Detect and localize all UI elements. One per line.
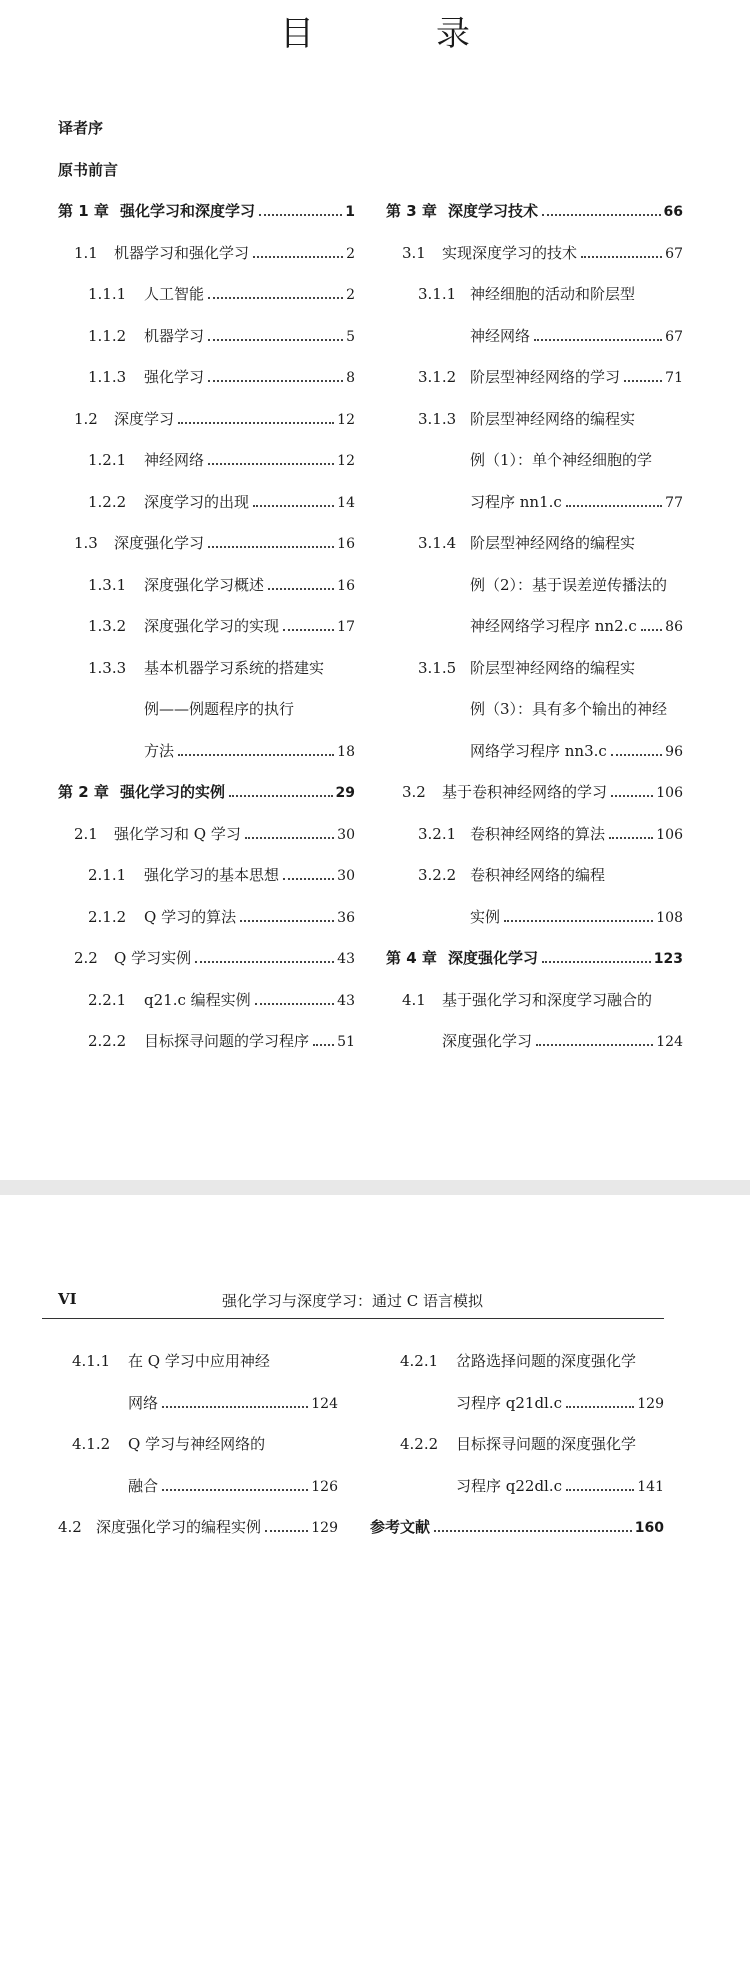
toc-entry-number: 3.2 (402, 783, 426, 801)
toc-dot-leader (611, 754, 662, 756)
toc-entry-text: 阶层型神经网络的学习 (470, 368, 621, 386)
toc-section-entry (88, 322, 355, 350)
toc-section-entry (72, 1430, 338, 1458)
toc-section-entry (88, 446, 355, 474)
toc-section-entry (72, 1347, 338, 1375)
toc-section-entry (88, 654, 355, 682)
toc-entry-number: 1.3.2 (88, 617, 127, 635)
toc-section-entry (88, 1027, 355, 1055)
toc-dot-leader (268, 588, 334, 590)
toc-page-number: 2 (346, 245, 355, 262)
toc-dot-leader (504, 920, 653, 922)
toc-section-entry (88, 903, 355, 931)
toc-page-number: 106 (656, 826, 683, 843)
toc-section-entry (418, 363, 683, 391)
toc-dot-leader (566, 1406, 634, 1408)
toc-entry-number: 4.2.2 (400, 1435, 439, 1453)
toc-chapter-entry (58, 156, 355, 184)
toc-dot-leader (178, 422, 334, 424)
toc-dot-leader (208, 297, 343, 299)
toc-entry-text: 基于卷积神经网络的学习 (442, 783, 608, 801)
toc-entry-number: 2.1.2 (88, 907, 127, 926)
toc-dot-leader (641, 629, 662, 631)
toc-chapter-entry (58, 114, 355, 142)
toc-entry-text: 强化学习和深度学习 (120, 202, 256, 220)
toc-entry-continuation (442, 1027, 683, 1055)
toc-dot-leader (259, 214, 342, 216)
toc-section-entry (74, 944, 355, 972)
toc-section-entry (88, 571, 355, 599)
toc-entry-number: 3.1.2 (418, 368, 457, 386)
toc-page-number: 160 (634, 1520, 664, 1536)
toc-dot-leader (162, 1406, 308, 1408)
toc-dot-leader (255, 1003, 335, 1005)
toc-dot-leader (536, 1044, 653, 1046)
toc-chapter-entry (58, 197, 355, 225)
toc-entry-text: 习程序 q22dl.c (456, 1476, 563, 1495)
toc-entry-number: 3.1.3 (418, 409, 457, 428)
toc-entry-text: 目标探寻问题的学习程序 (144, 1032, 310, 1050)
toc-page-number: 124 (311, 1395, 338, 1412)
toc-page-number: 141 (637, 1478, 664, 1495)
toc-entry-number: 1.1.1 (88, 285, 127, 303)
toc-section-entry (402, 778, 683, 806)
toc-entry-text: 基本机器学习系统的搭建实 (144, 658, 325, 677)
toc-entry-text: 习程序 q21dl.c (456, 1393, 563, 1412)
toc-page-number: 30 (337, 868, 355, 884)
toc-dot-leader (611, 795, 653, 797)
toc-section-entry (88, 363, 355, 391)
toc-chapter-entry (386, 197, 683, 225)
toc-entry-number: 1.3.3 (88, 658, 127, 677)
toc-page-number: 71 (665, 370, 683, 386)
toc-entry-number: 2.1 (74, 824, 98, 843)
toc-entry-number: 2.2.1 (88, 990, 127, 1009)
toc-chapter-entry (386, 944, 683, 972)
toc-page-number: 17 (337, 619, 355, 635)
toc-entry-text: 深度强化学习 (448, 949, 539, 967)
toc-entry-number: 1.2.1 (88, 451, 127, 469)
toc-section-entry (402, 986, 683, 1014)
toc-page-number: 1 (345, 204, 355, 220)
toc-entry-text: 深度学习 (114, 409, 175, 428)
toc-entry-text: 强化学习的实例 (120, 783, 226, 801)
toc-entry-text: 例（3）：具有多个输出的神经 (470, 700, 668, 718)
toc-dot-leader (253, 505, 334, 507)
toc-entry-text: 深度学习技术 (448, 202, 539, 220)
toc-entry-text: 实现深度学习的技术 (442, 243, 578, 262)
toc-page-number: 12 (337, 453, 355, 469)
toc-entry-text: 神经细胞的活动和阶层型 (470, 285, 636, 303)
toc-page-number: 16 (337, 536, 355, 552)
toc-entry-continuation (470, 737, 683, 765)
toc-entry-continuation (470, 612, 683, 640)
toc-entry-text: 卷积神经网络的算法 (470, 824, 606, 843)
toc-entry-text: 深度强化学习的实现 (144, 617, 280, 635)
toc-dot-leader (566, 505, 662, 507)
toc-page-number: 123 (653, 951, 683, 967)
toc-section-entry (402, 239, 683, 267)
toc-entry-text: 例——例题程序的执行 (144, 700, 295, 718)
toc-section-entry (418, 654, 683, 682)
toc-entry-text: Q 学习与神经网络的 (128, 1435, 266, 1453)
toc-dot-leader (208, 463, 334, 465)
toc-section-entry (74, 239, 355, 267)
toc-section-entry (400, 1347, 664, 1375)
toc-page-number: 51 (337, 1034, 355, 1050)
toc-entry-text: 强化学习和 Q 学习 (114, 824, 241, 843)
toc-dot-leader (542, 214, 661, 216)
toc-page-number: 12 (337, 411, 355, 428)
toc-section-entry (88, 280, 355, 308)
toc-page-number: 86 (665, 619, 683, 635)
toc-entry-number: 4.2 (58, 1518, 82, 1536)
toc-dot-leader (162, 1489, 308, 1491)
toc-entry-text: 岔路选择问题的深度强化学 (456, 1352, 637, 1370)
toc-dot-leader (534, 339, 662, 341)
page-separator (0, 1180, 750, 1195)
toc-entry-number: 2.2 (74, 949, 98, 967)
toc-entry-number: 1.2.2 (88, 492, 127, 511)
toc-entry-text: 人工智能 (144, 285, 205, 303)
toc-entry-number: 2.2.2 (88, 1032, 127, 1050)
toc-entry-text: 神经网络 (470, 326, 531, 345)
toc-entry-continuation (144, 695, 355, 723)
toc-entry-text: 在 Q 学习中应用神经 (128, 1352, 270, 1370)
toc-section-entry (88, 612, 355, 640)
toc-entry-text: 融合 (128, 1476, 159, 1495)
toc-entry-text: 方法 (144, 741, 175, 760)
toc-entry-number: 4.1.1 (72, 1352, 111, 1370)
toc-entry-continuation (470, 903, 683, 931)
toc-entry-number: 3.1.4 (418, 534, 457, 552)
toc-dot-leader (542, 961, 651, 963)
toc-page-number: 14 (337, 494, 355, 511)
toc-page-number: 16 (337, 577, 355, 594)
toc-entry-number: 1.1.2 (88, 326, 127, 345)
toc-entry-continuation (456, 1389, 664, 1417)
toc-section-entry (74, 405, 355, 433)
toc-dot-leader (624, 380, 662, 382)
toc-entry-text: 卷积神经网络的编程 (470, 866, 606, 884)
toc-dot-leader (581, 256, 662, 258)
toc-entry-text: 机器学习和强化学习 (114, 243, 250, 262)
toc-entry-number: 4.1.2 (72, 1435, 111, 1453)
toc-entry-text: 强化学习的基本思想 (144, 866, 280, 884)
toc-page-number: 67 (665, 328, 683, 345)
toc-section-entry (58, 1513, 338, 1541)
toc-page-number: 2 (346, 287, 355, 303)
toc-page-number: 77 (665, 494, 683, 511)
toc-section-entry (418, 529, 683, 557)
toc-page-number: 29 (335, 785, 355, 801)
toc-entry-text: 阶层型神经网络的编程实 (470, 658, 636, 677)
toc-section-entry (400, 1430, 664, 1458)
toc-entry-text: 深度学习的出现 (144, 492, 250, 511)
toc-entry-continuation (470, 488, 683, 516)
toc-page-number: 66 (663, 204, 683, 220)
toc-entry-number: 原书前言 (58, 160, 119, 179)
toc-entry-text: 阶层型神经网络的编程实 (470, 534, 636, 552)
toc-page-number: 8 (346, 370, 355, 386)
toc-dot-leader (283, 629, 334, 631)
toc-entry-number: 1.1.3 (88, 368, 127, 386)
toc-chapter-entry (370, 1513, 664, 1541)
toc-entry-number: 4.2.1 (400, 1352, 439, 1370)
toc-dot-leader (283, 878, 334, 880)
page-title: 目 录 (280, 14, 514, 54)
toc-dot-leader (313, 1044, 334, 1046)
toc-page-number: 43 (337, 951, 355, 967)
toc-entry-number: 3.2.1 (418, 824, 457, 843)
toc-entry-continuation (470, 571, 683, 599)
toc-section-entry (418, 405, 683, 433)
toc-entry-text: 网络 (128, 1393, 159, 1412)
page-folio: VI (58, 1290, 77, 1308)
toc-entry-number: 1.3.1 (88, 575, 127, 594)
toc-entry-number: 1.2 (74, 409, 98, 428)
toc-dot-leader (245, 837, 334, 839)
toc-entry-continuation (470, 446, 683, 474)
toc-entry-text: 网络学习程序 nn3.c (470, 741, 607, 760)
toc-dot-leader (609, 837, 653, 839)
toc-entry-number: 2.1.1 (88, 866, 127, 884)
toc-entry-continuation (456, 1472, 664, 1500)
toc-entry-number: 3.1.5 (418, 658, 457, 677)
toc-entry-text: 例（1）：单个神经细胞的学 (470, 451, 653, 469)
toc-page-number: 129 (637, 1395, 664, 1412)
toc-page-number: 67 (665, 245, 683, 262)
toc-entry-continuation (470, 695, 683, 723)
toc-entry-number: 第 4 章 (386, 949, 437, 967)
toc-page-number: 18 (337, 743, 355, 760)
toc-entry-number: 1.3 (74, 534, 98, 552)
toc-entry-text: 阶层型神经网络的编程实 (470, 409, 636, 428)
toc-entry-number: 第 1 章 (58, 202, 109, 220)
toc-page-number: 96 (665, 743, 683, 760)
toc-section-entry (418, 820, 683, 848)
toc-page-number: 129 (311, 1520, 338, 1536)
toc-entry-text: 目标探寻问题的深度强化学 (456, 1435, 637, 1453)
toc-dot-leader (195, 961, 334, 963)
toc-section-entry (88, 488, 355, 516)
toc-section-entry (418, 861, 683, 889)
toc-entry-number: 第 3 章 (386, 202, 437, 220)
toc-dot-leader (229, 795, 333, 797)
toc-entry-continuation (144, 737, 355, 765)
toc-dot-leader (265, 1530, 308, 1532)
toc-entry-number: 3.2.2 (418, 866, 457, 884)
toc-entry-text: 实例 (470, 907, 501, 926)
toc-entry-number: 1.1 (74, 243, 98, 262)
toc-entry-text: 强化学习 (144, 368, 205, 386)
toc-dot-leader (178, 754, 334, 756)
toc-entry-continuation (128, 1389, 338, 1417)
toc-page-number: 36 (337, 909, 355, 926)
toc-section-entry (88, 861, 355, 889)
toc-page-2 (0, 1195, 750, 1982)
toc-section-entry (418, 280, 683, 308)
running-header (42, 1290, 664, 1319)
toc-entry-continuation (470, 322, 683, 350)
toc-entry-number: 3.1 (402, 243, 426, 262)
toc-entry-number: 参考文献 (370, 1518, 431, 1536)
toc-page-number: 5 (346, 328, 355, 345)
toc-entry-continuation (128, 1472, 338, 1500)
toc-dot-leader (566, 1489, 634, 1491)
toc-entry-text: 深度强化学习概述 (144, 575, 265, 594)
toc-page-number: 30 (337, 826, 355, 843)
toc-page-number: 108 (656, 909, 683, 926)
toc-section-entry (88, 986, 355, 1014)
toc-entry-number: 3.1.1 (418, 285, 457, 303)
toc-dot-leader (240, 920, 334, 922)
toc-entry-text: 深度强化学习的编程实例 (96, 1518, 262, 1536)
toc-entry-text: 深度强化学习 (442, 1032, 533, 1050)
toc-page-number: 43 (337, 992, 355, 1009)
toc-page-number: 126 (311, 1478, 338, 1495)
toc-entry-text: 机器学习 (144, 326, 205, 345)
toc-page-number: 124 (656, 1034, 683, 1050)
toc-entry-text: Q 学习实例 (114, 949, 192, 967)
toc-dot-leader (208, 380, 343, 382)
toc-dot-leader (208, 339, 343, 341)
toc-entry-text: 例（2）：基于误差逆传播法的 (470, 575, 668, 594)
toc-section-entry (74, 529, 355, 557)
toc-dot-leader (208, 546, 334, 548)
toc-entry-text: 习程序 nn1.c (470, 492, 562, 511)
toc-entry-text: 基于强化学习和深度学习融合的 (442, 990, 653, 1009)
toc-entry-number: 第 2 章 (58, 783, 109, 801)
toc-entry-text: 神经网络 (144, 451, 205, 469)
running-title: 强化学习与深度学习：通过 C 语言模拟 (222, 1292, 484, 1310)
toc-section-entry (74, 820, 355, 848)
toc-entry-text: q21.c 编程实例 (144, 990, 251, 1009)
toc-chapter-entry (58, 778, 355, 806)
toc-entry-text: Q 学习的算法 (144, 907, 237, 926)
toc-entry-text: 神经网络学习程序 nn2.c (470, 617, 637, 635)
toc-dot-leader (253, 256, 343, 258)
toc-entry-number: 译者序 (58, 119, 104, 137)
toc-dot-leader (434, 1530, 632, 1532)
toc-entry-text: 深度强化学习 (114, 534, 205, 552)
toc-entry-number: 4.1 (402, 990, 426, 1009)
toc-page-number: 106 (656, 785, 683, 801)
